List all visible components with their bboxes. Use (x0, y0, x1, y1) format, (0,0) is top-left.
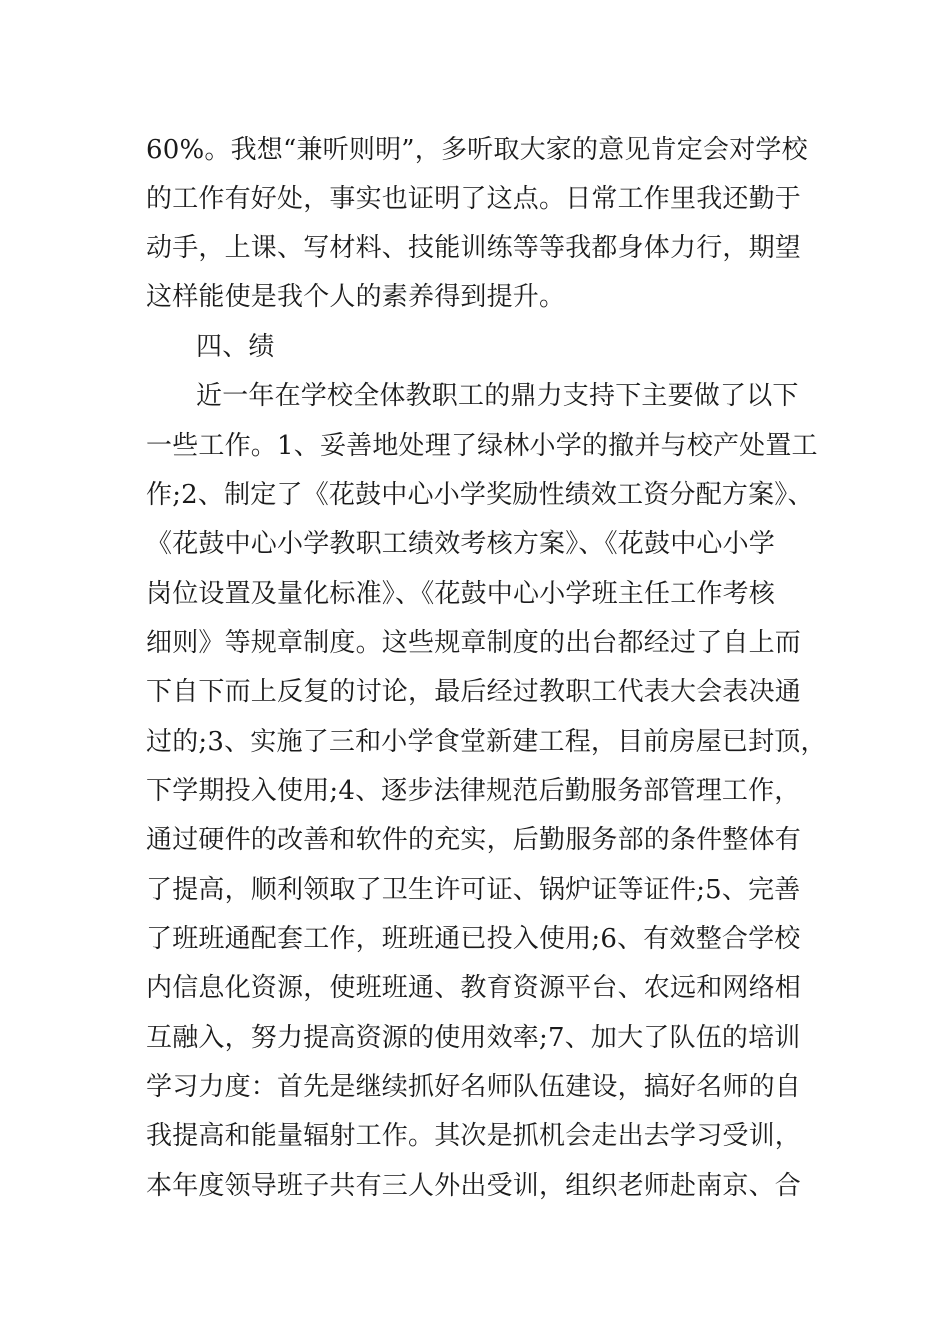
text-line: 动手，上课、写材料、技能训练等等我都身体力行，期望 (146, 233, 802, 263)
text-line: 岗位设置及量化标准》、《花鼓中心小学班主任工作考核 (146, 579, 776, 609)
section-heading: 四、绩 (196, 332, 275, 362)
text-line: 了提高，顺利领取了卫生许可证、锅炉证等证件;5、完善 (146, 875, 801, 905)
text-line: 互融入，努力提高资源的使用效率;7、加大了队伍的培训 (146, 1023, 801, 1053)
text-line: 我提高和能量辐射工作。其次是抓机会走出去学习受训， (146, 1121, 802, 1151)
text-line: 的工作有好处，事实也证明了这点。日常工作里我还勤于 (146, 184, 802, 214)
text-line: 60%。我想“兼听则明”，多听取大家的意见肯定会对学校 (146, 135, 808, 165)
paragraph-first-line: 近一年在学校全体教职工的鼎力支持下主要做了以下 (196, 381, 799, 411)
text-line: 了班班通配套工作，班班通已投入使用;6、有效整合学校 (146, 924, 801, 954)
text-line: 下学期投入使用;4、逐步法律规范后勤服务部管理工作， (146, 776, 801, 806)
text-line: 本年度领导班子共有三人外出受训，组织老师赴南京、合 (146, 1171, 802, 1201)
text-line: 过的;3、实施了三和小学食堂新建工程，目前房屋已封顶， (146, 727, 827, 757)
text-line: 细则》等规章制度。这些规章制度的出台都经过了自上而 (146, 628, 802, 658)
text-line: 作;2、制定了《花鼓中心小学奖励性绩效工资分配方案》、 (146, 480, 814, 510)
text-line: 下自下而上反复的讨论，最后经过教职工代表大会表决通 (146, 677, 802, 707)
text-line: 内信息化资源，使班班通、教育资源平台、农远和网络相 (146, 973, 802, 1003)
text-line: 一些工作。1、妥善地处理了绿林小学的撤并与校产处置工 (146, 431, 818, 461)
text-line: 这样能使是我个人的素养得到提升。 (146, 282, 566, 312)
text-line: 学习力度：首先是继续抓好名师队伍建设，搞好名师的自 (146, 1072, 802, 1102)
text-line: 通过硬件的改善和软件的充实，后勤服务部的条件整体有 (146, 825, 802, 855)
text-line: 《花鼓中心小学教职工绩效考核方案》、《花鼓中心小学 (146, 529, 776, 559)
